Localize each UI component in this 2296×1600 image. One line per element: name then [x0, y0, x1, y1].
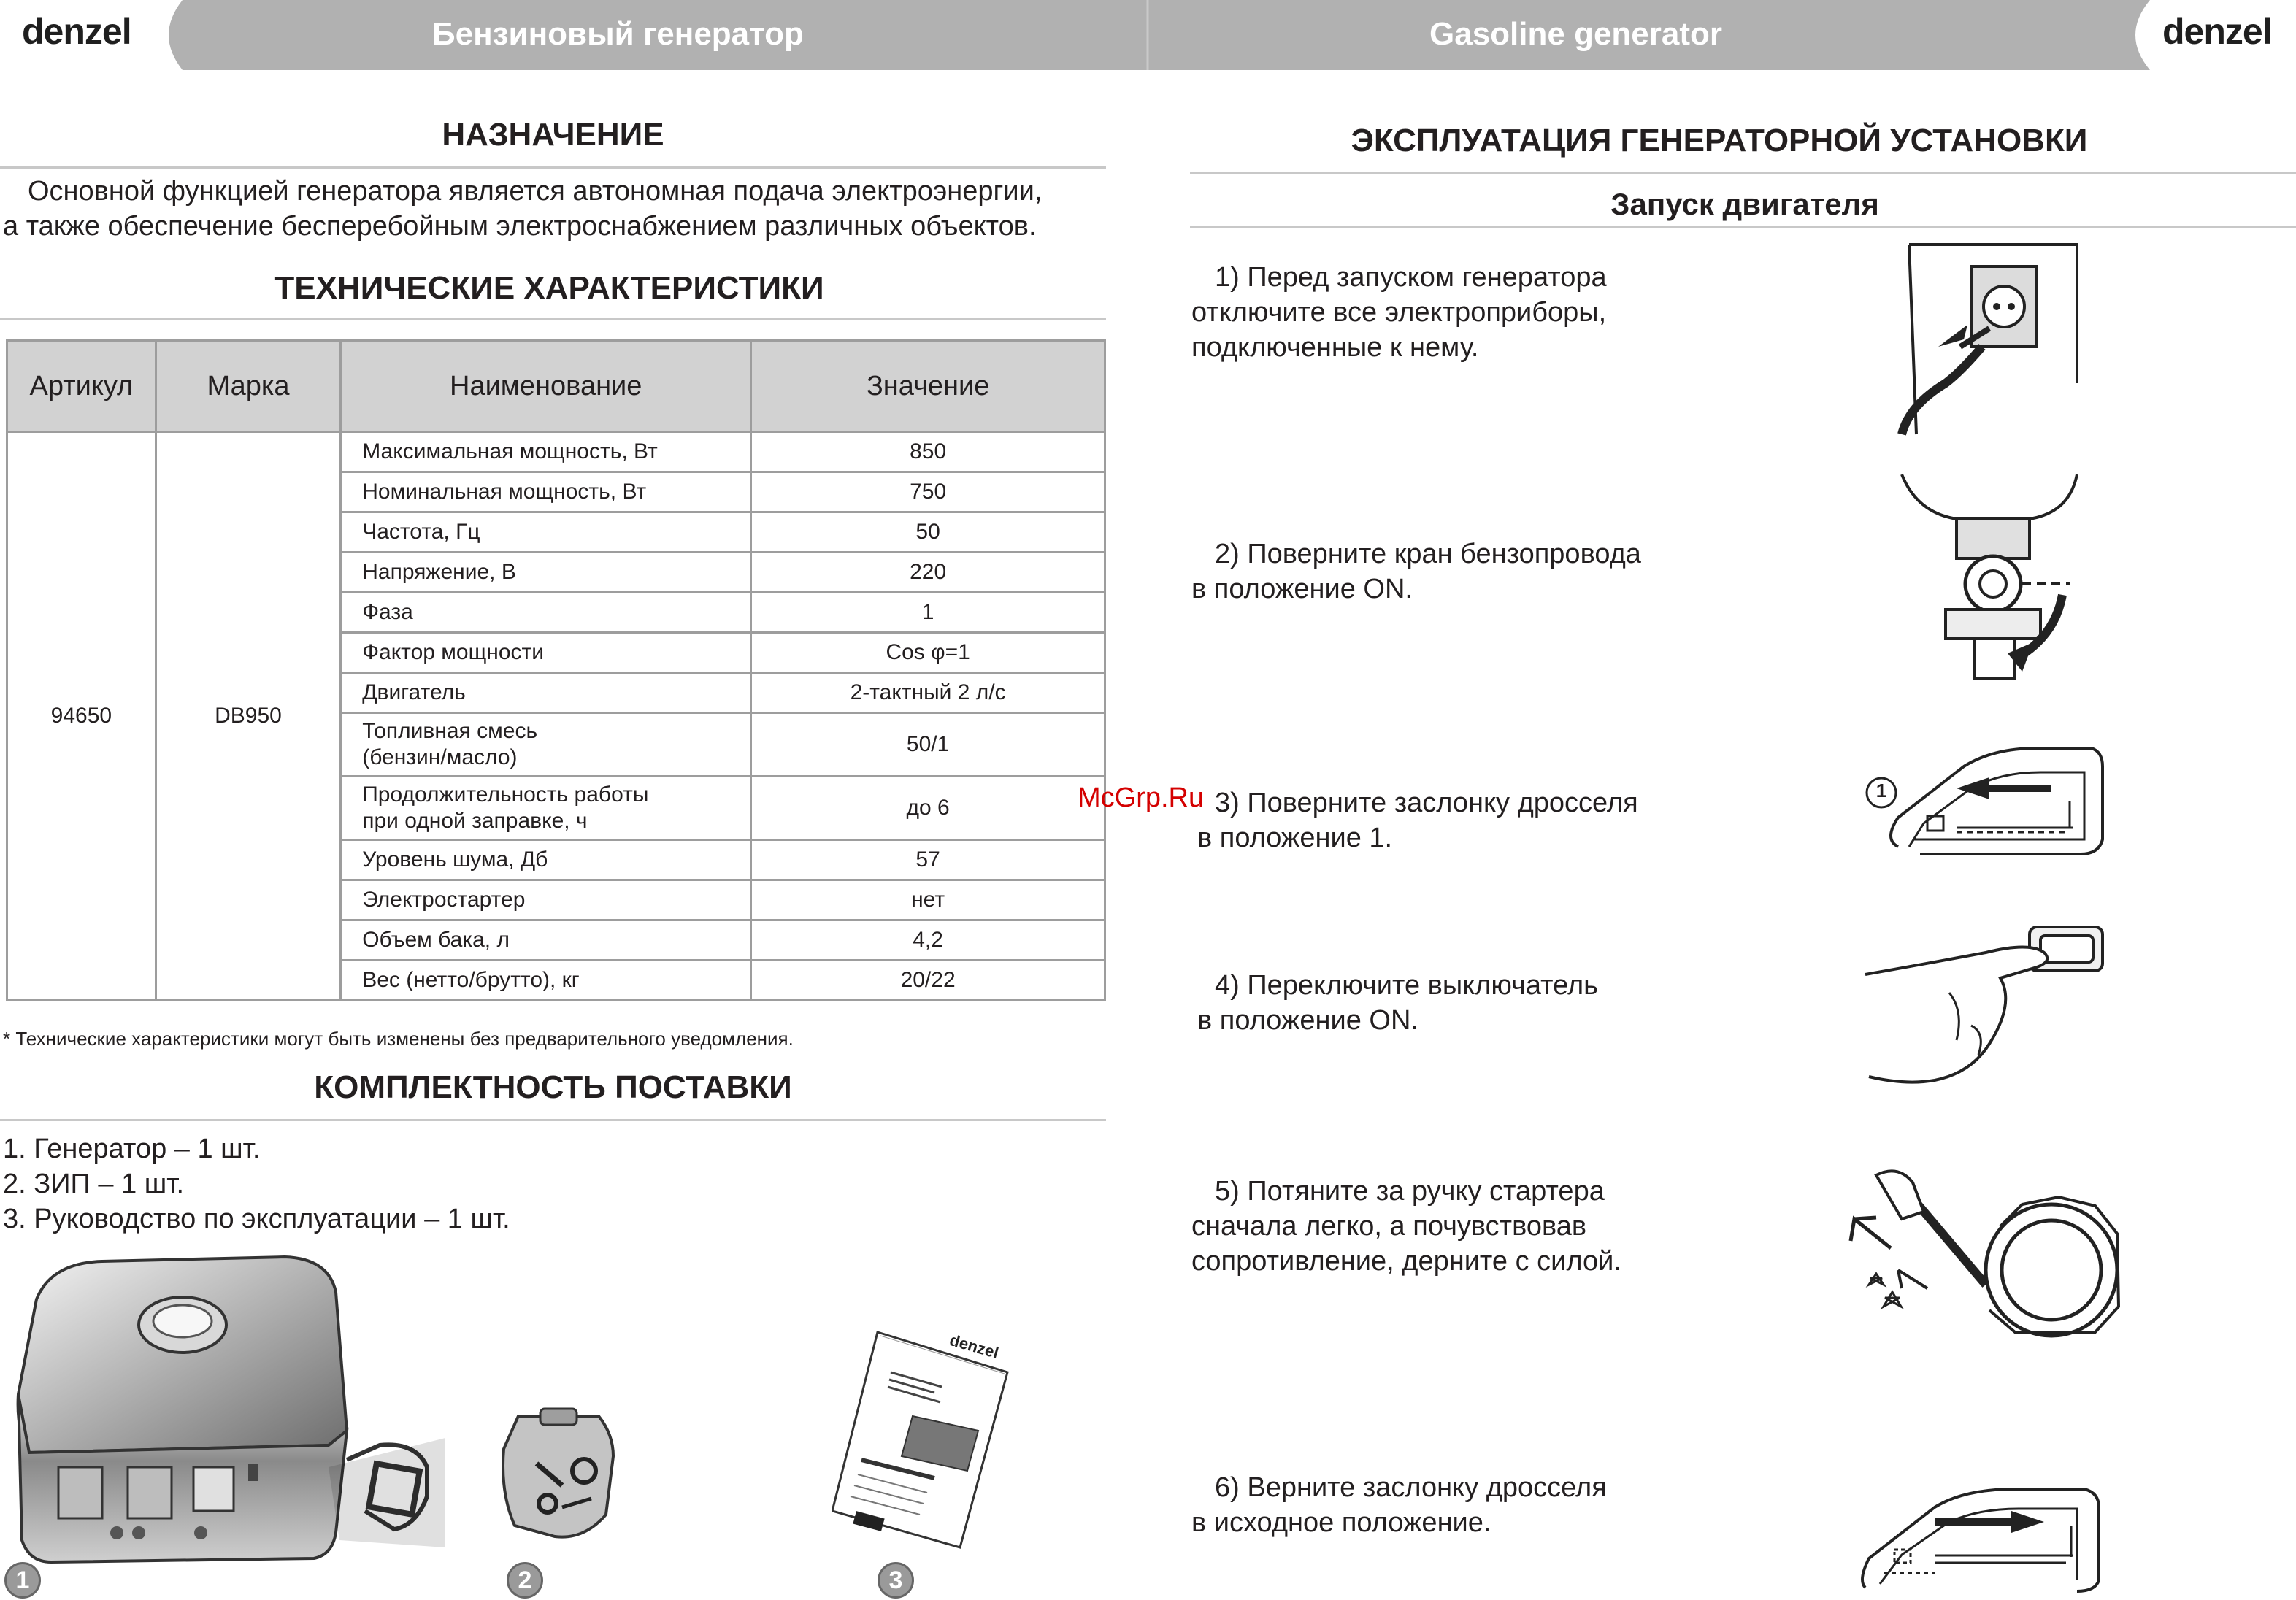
- spec-name-line: (бензин/масло): [362, 745, 518, 769]
- step-1-line-1: 1) Перед запуском генератора: [1215, 262, 1607, 293]
- header-title-right: Gasoline generator: [1429, 16, 1723, 52]
- watermark: McGrp.Ru: [1078, 782, 1205, 813]
- kit-item: 2. ЗИП – 1 шт.: [3, 1169, 185, 1199]
- col-header-name: Наименование: [341, 341, 751, 432]
- step-5-line-2: сначала легко, а почувствовав: [1191, 1211, 1587, 1242]
- spec-value: до 6: [751, 777, 1105, 840]
- switch-on-illustration: [1862, 923, 2117, 1091]
- spec-name: [341, 713, 751, 777]
- spec-value: Cos φ=1: [751, 633, 1105, 673]
- step-3: [1197, 785, 1638, 855]
- spare-parts-illustration: [496, 1405, 628, 1551]
- purpose-rule: [0, 166, 1106, 169]
- fuel-valve-illustration: [1894, 474, 2084, 686]
- step-6-line-2: в исходное положение.: [1191, 1507, 1491, 1538]
- cell-article: 94650: [7, 432, 156, 1001]
- spec-name: Частота, Гц: [341, 512, 751, 553]
- step-5: [1191, 1174, 1621, 1279]
- engine-start-subtitle: Запуск двигателя: [1610, 187, 1879, 221]
- spec-value: 20/22: [751, 961, 1105, 1001]
- spec-value: 57: [751, 840, 1105, 880]
- kit-item: 1. Генератор – 1 шт.: [3, 1134, 261, 1164]
- step-3-line-2: в положение 1.: [1197, 823, 1393, 853]
- header-bar: [0, 0, 2296, 70]
- spec-name: Уровень шума, Дб: [341, 840, 751, 880]
- cell-model: DB950: [156, 432, 340, 1001]
- step-5-line-3: сопротивление, дерните с силой.: [1191, 1246, 1621, 1277]
- spec-name: Фактор мощности: [341, 633, 751, 673]
- operation-title: ЭКСПЛУАТАЦИЯ ГЕНЕРАТОРНОЙ УСТАНОВКИ: [1351, 123, 2088, 158]
- spec-name: Электростартер: [341, 880, 751, 920]
- starter-pull-illustration: [1847, 1161, 2132, 1343]
- subtitle-rule: [1190, 226, 2296, 228]
- choke-open-illustration: [1862, 737, 2110, 861]
- unplug-illustration: [1894, 237, 2084, 438]
- col-header-article: Артикул: [7, 341, 156, 432]
- spec-value: 850: [751, 432, 1105, 472]
- figure-number-2: 2: [507, 1562, 543, 1599]
- spec-value: 2-тактный 2 л/с: [751, 673, 1105, 713]
- step-4-line-1: 4) Переключите выключатель: [1215, 970, 1598, 1001]
- manual-brand: denzel: [948, 1331, 1001, 1362]
- manual-illustration: [832, 1328, 1015, 1555]
- step-5-line-1: 5) Потяните за ручку стартера: [1215, 1176, 1605, 1207]
- step-2: [1191, 536, 1641, 607]
- spec-value: нет: [751, 880, 1105, 920]
- purpose-title: НАЗНАЧЕНИЕ: [442, 117, 664, 153]
- step-4: [1197, 968, 1598, 1038]
- col-header-value: Значение: [751, 341, 1105, 432]
- spec-value: 4,2: [751, 920, 1105, 961]
- spec-value: 50/1: [751, 713, 1105, 777]
- spec-value: 1: [751, 593, 1105, 633]
- spec-name-line: Продолжительность работы: [362, 782, 649, 807]
- col-header-model: Марка: [156, 341, 340, 432]
- spec-name: [341, 777, 751, 840]
- brand-logo-right: denzel: [2162, 11, 2272, 52]
- step-2-line-1: 2) Поверните кран бензопровода: [1215, 539, 1641, 569]
- spec-value: 220: [751, 553, 1105, 593]
- choke-return-illustration: [1854, 1471, 2117, 1595]
- specs-note: * Технические характеристики могут быть изменены без предварительного уведомления.: [3, 1028, 794, 1050]
- step-1-line-3: подключенные к нему.: [1191, 332, 1479, 363]
- header-background: [0, 0, 2296, 70]
- spec-name-line: при одной заправке, ч: [362, 809, 588, 833]
- spec-name: Двигатель: [341, 673, 751, 713]
- spec-name: Максимальная мощность, Вт: [341, 432, 751, 472]
- spec-name: Напряжение, В: [341, 553, 751, 593]
- spec-table: [6, 339, 1106, 1001]
- step-1-line-2: отключите все электроприборы,: [1191, 297, 1607, 328]
- step-6-line-1: 6) Верните заслонку дросселя: [1215, 1472, 1607, 1503]
- step-3-line-1: 3) Поверните заслонку дросселя: [1215, 788, 1638, 818]
- step-2-line-2: в положение ON.: [1191, 574, 1413, 604]
- figure-number-1: 1: [4, 1562, 41, 1599]
- operation-rule: [1190, 172, 2296, 174]
- figure-number-3: 3: [878, 1562, 914, 1599]
- spec-value: 750: [751, 472, 1105, 512]
- purpose-line-2: а также обеспечение бесперебойным электроснабжением различных объектов.: [3, 211, 1037, 242]
- kit-rule: [0, 1119, 1106, 1121]
- purpose-line-1: Основной функцией генератора является автономная подача электроэнергии,: [28, 176, 1043, 207]
- step-1: [1191, 260, 1607, 365]
- spec-name: Вес (нетто/брутто), кг: [341, 961, 751, 1001]
- step-4-line-2: в положение ON.: [1197, 1005, 1418, 1036]
- specs-rule: [0, 318, 1106, 320]
- kit-title: КОМПЛЕКТНОСТЬ ПОСТАВКИ: [314, 1069, 792, 1105]
- choke-position-mark: 1: [1875, 780, 1887, 801]
- spec-name-line: Топливная смесь: [362, 719, 538, 743]
- step-6: [1191, 1470, 1607, 1540]
- spec-value: 50: [751, 512, 1105, 553]
- header-title-left: Бензиновый генератор: [432, 16, 804, 52]
- spec-name: Номинальная мощность, Вт: [341, 472, 751, 512]
- generator-illustration: [7, 1248, 445, 1591]
- kit-item: 3. Руководство по эксплуатации – 1 шт.: [3, 1204, 510, 1234]
- brand-logo-left: denzel: [22, 11, 131, 52]
- spec-name: Фаза: [341, 593, 751, 633]
- specs-title: ТЕХНИЧЕСКИЕ ХАРАКТЕРИСТИКИ: [274, 270, 824, 306]
- spec-name: Объем бака, л: [341, 920, 751, 961]
